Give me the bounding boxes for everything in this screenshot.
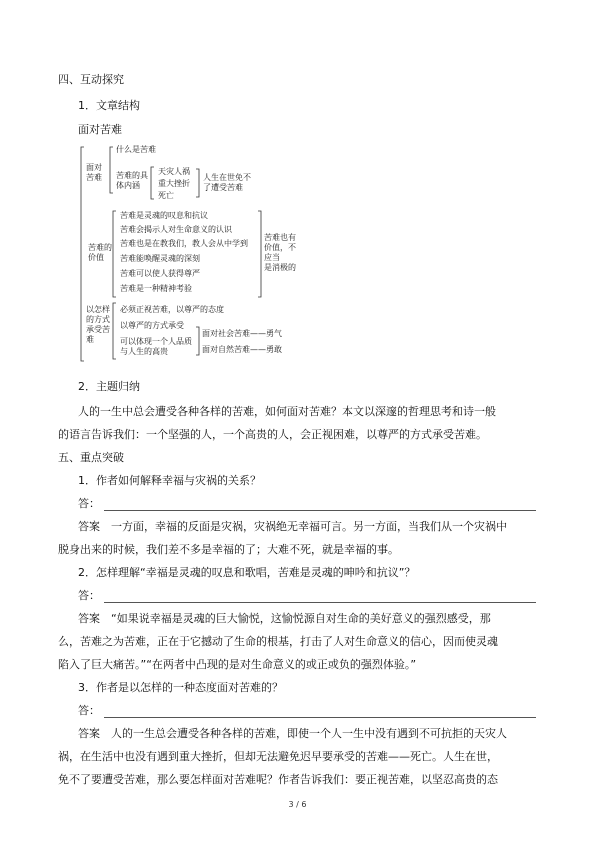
section-heading-4: 四、互动探究	[58, 73, 124, 86]
subheading-theme: 2．主题归纳	[78, 380, 140, 393]
answer-3-line: 答案 人的一生总会遭受各种各样的苦难，即使一个人一生中没有遇到不可抗拒的天灾人	[78, 727, 507, 740]
diagram-item-death: 死亡	[158, 191, 174, 200]
answer-prompt: 答：	[78, 497, 100, 510]
answer-3-line: 免不了要遭受苦难，那么要怎样面对苦难呢？作者告诉我们：要正视苦难，以坚忍高贵的态	[58, 773, 498, 786]
answer-prompt: 答：	[78, 589, 100, 602]
diagram-value-item: 苦难是灵魂的叹息和抗议	[120, 211, 208, 220]
diagram-attitude-item: 以尊严的方式承受	[120, 321, 184, 330]
diagram-attitude-note: 面对社会苦难——勇气	[202, 329, 282, 338]
answer-blank-line	[104, 602, 536, 603]
answer-2-line: 答案 “如果说幸福是灵魂的巨大愉悦，这愉悦源自对生命的美好意义的强烈感受，那	[78, 612, 491, 625]
diagram-attitude-note: 面对自然苦难——勇敢	[202, 345, 282, 354]
diagram-note-suffering: 人生在世免不 了遭受苦难	[203, 173, 251, 192]
diagram-attitude-item: 必须正视苦难，以尊严的态度	[120, 305, 224, 314]
diagram-value-item: 苦难能唤醒灵魂的深刻	[120, 254, 200, 263]
diagram-item-setback: 重大挫折	[158, 179, 190, 188]
diagram-attitude-item: 可以体现一个人品质与人生的高贵	[120, 337, 192, 356]
answer-1-line: 脱身出来的时候，我们差不多是幸福的了；大难不死，就是幸福的事。	[58, 543, 399, 556]
question-2: 2．怎样理解“幸福是灵魂的叹息和歌唱，苦难是灵魂的呻吟和抗议”？	[78, 566, 416, 579]
diagram-value-item: 苦难是一种精神考验	[120, 284, 192, 293]
diagram-value-item: 苦难也是在教我们，教人会从中学到	[120, 239, 248, 248]
page-number: 3 / 6	[288, 800, 307, 809]
answer-3-line: 祸，在生活中也没有遇到重大挫折，但却无法避免迟早要承受的苦难——死亡。人生在世，	[58, 750, 498, 763]
answer-2-line: 么，苦难之为苦难，正在于它撼动了生命的根基，打击了人对生命意义的信心，因而使灵魂	[58, 635, 498, 648]
subheading-structure: 1．文章结构	[78, 99, 140, 112]
diagram-root: 面对 苦难	[86, 163, 102, 182]
diagram-value-note: 苦难也有 价值，不 应当 是消极的	[264, 233, 296, 272]
question-1: 1．作者如何解释幸福与灾祸的关系？	[78, 474, 261, 487]
section-heading-5: 五、重点突破	[58, 451, 124, 464]
diagram-branch-what: 什么是苦难	[116, 145, 156, 154]
answer-1-line: 答案 一方面，幸福的反面是灾祸，灾祸绝无幸福可言。另一方面，当我们从一个灾祸中	[78, 520, 507, 533]
question-3: 3．作者是以怎样的一种态度面对苦难的？	[78, 681, 283, 694]
summary-line: 人的一生中总会遭受各种各样的苦难，如何面对苦难？本文以深邃的哲理思考和诗一般	[78, 405, 496, 418]
summary-line: 的语言告诉我们：一个坚强的人，一个高贵的人，会正视困难，以尊严的方式承受苦难。	[58, 428, 487, 441]
diagram-branch-content: 苦难的具 体内涵	[116, 171, 148, 190]
diagram-value-item: 苦难可以使人获得尊严	[120, 269, 200, 278]
diagram-attitude-label: 以怎样 的方式 承受苦 难	[86, 305, 110, 344]
answer-blank-line	[104, 717, 536, 718]
diagram-item-disaster: 天灾人祸	[158, 167, 190, 176]
diagram-value-label: 苦难的 价值	[88, 243, 112, 262]
answer-prompt: 答：	[78, 704, 100, 717]
structure-diagram	[78, 141, 378, 366]
diagram-title: 面对苦难	[78, 123, 122, 136]
answer-2-line: 陷入了巨大痛苦。”“在两者中凸现的是对生命意义的或正或负的强烈体验。”	[58, 658, 417, 671]
diagram-value-item: 苦难会揭示人对生命意义的认识	[120, 225, 232, 234]
answer-blank-line	[104, 510, 536, 511]
